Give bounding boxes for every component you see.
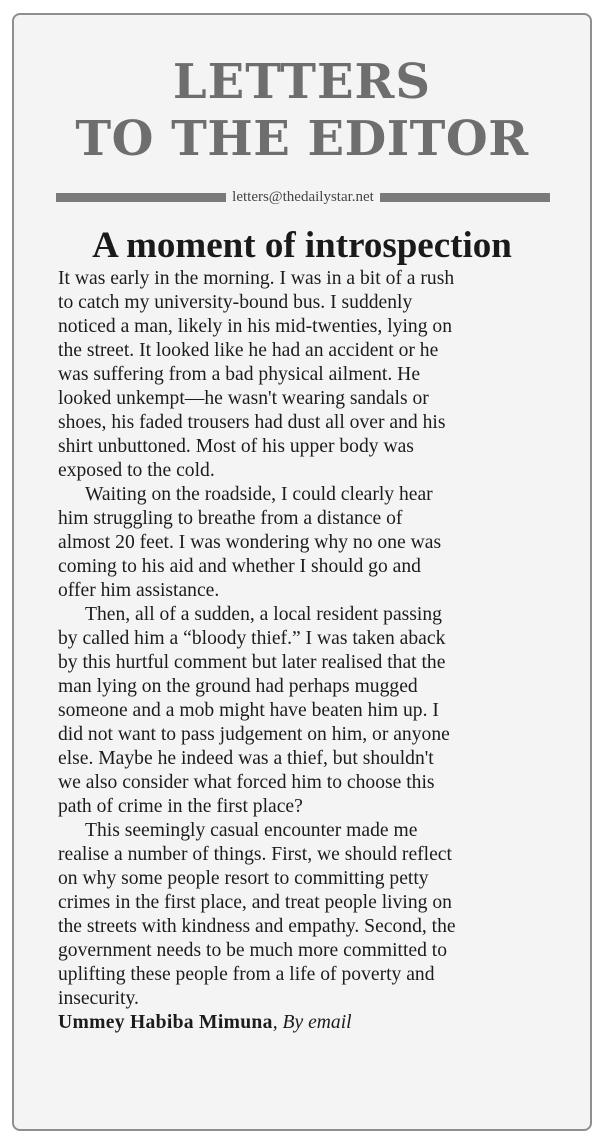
letter-line: This seemingly casual encounter made me — [85, 820, 418, 841]
letter-line: Waiting on the roadside, I could clearly hear — [85, 484, 433, 505]
letter-line: shirt unbuttoned. Most of his upper body was — [58, 436, 414, 457]
letter-line: him struggling to breathe from a distance of — [58, 508, 403, 529]
letter-line: exposed to the cold. — [58, 460, 215, 481]
letter-line: man lying on the ground had perhaps mugged — [58, 676, 418, 697]
letter-line: else. Maybe he indeed was a thief, but shouldn't — [58, 748, 434, 769]
letter-line: shoes, his faded trousers had dust all over and his — [58, 412, 446, 433]
masthead-title-line2: TO THE EDITOR — [75, 111, 529, 167]
masthead-title-line1: LETTERS — [172, 54, 432, 110]
letter-line: coming to his aid and whether I should go and — [58, 556, 421, 577]
letter-line: the street. It looked like he had an accident or he — [58, 340, 439, 361]
letter-line: by this hurtful comment but later realised that the — [58, 652, 446, 673]
letter-line: path of crime in the first place? — [58, 796, 303, 817]
letter-headline: A moment of introspection — [92, 225, 512, 266]
letter-line: looked unkempt—he wasn't wearing sandals or — [58, 388, 429, 409]
letter-line: offer him assistance. — [58, 580, 220, 601]
signature — [58, 1011, 578, 1035]
letters-page — [12, 13, 592, 1131]
letter-line: uplifting these people from a life of poverty and — [58, 964, 435, 985]
letter-line: was suffering from a bad physical ailment. He — [58, 364, 421, 385]
letter-line: did not want to pass judgement on him, or anyone — [58, 724, 450, 745]
letter-line: insecurity. — [58, 988, 139, 1009]
letter-line: Then, all of a sudden, a local resident passing — [85, 604, 442, 625]
letter-line: we also consider what forced him to choose this — [58, 772, 435, 793]
letter-line: someone and a mob might have beaten him up. I — [58, 700, 439, 721]
letter-line: to catch my university-bound bus. I suddenly — [58, 292, 413, 313]
signature-name: Ummey Habiba Mimuna — [58, 1012, 273, 1033]
letter-line: on why some people resort to committing petty — [58, 868, 429, 889]
signature-source: , By email — [272, 1012, 352, 1033]
letter-line: government needs to be much more committed to — [58, 940, 448, 961]
letter-line: by called him a “bloody thief.” I was taken aback — [58, 628, 446, 649]
letter-line: the streets with kindness and empathy. Second, the — [58, 916, 456, 937]
letter-body — [58, 267, 578, 1035]
letter-line: It was early in the morning. I was in a bit of a rush — [58, 268, 455, 289]
letter-line: almost 20 feet. I was wondering why no one was — [58, 532, 442, 553]
letter-line: realise a number of things. First, we should reflect — [58, 844, 452, 865]
email-rule — [56, 187, 550, 207]
letter-line: noticed a man, likely in his mid-twenties, lying on — [58, 316, 452, 337]
rule-bar-right — [380, 193, 550, 202]
rule-bar-left — [56, 193, 226, 202]
editor-email: letters@thedailystar.net — [232, 188, 374, 205]
letter-line: crimes in the first place, and treat people living on — [58, 892, 452, 913]
